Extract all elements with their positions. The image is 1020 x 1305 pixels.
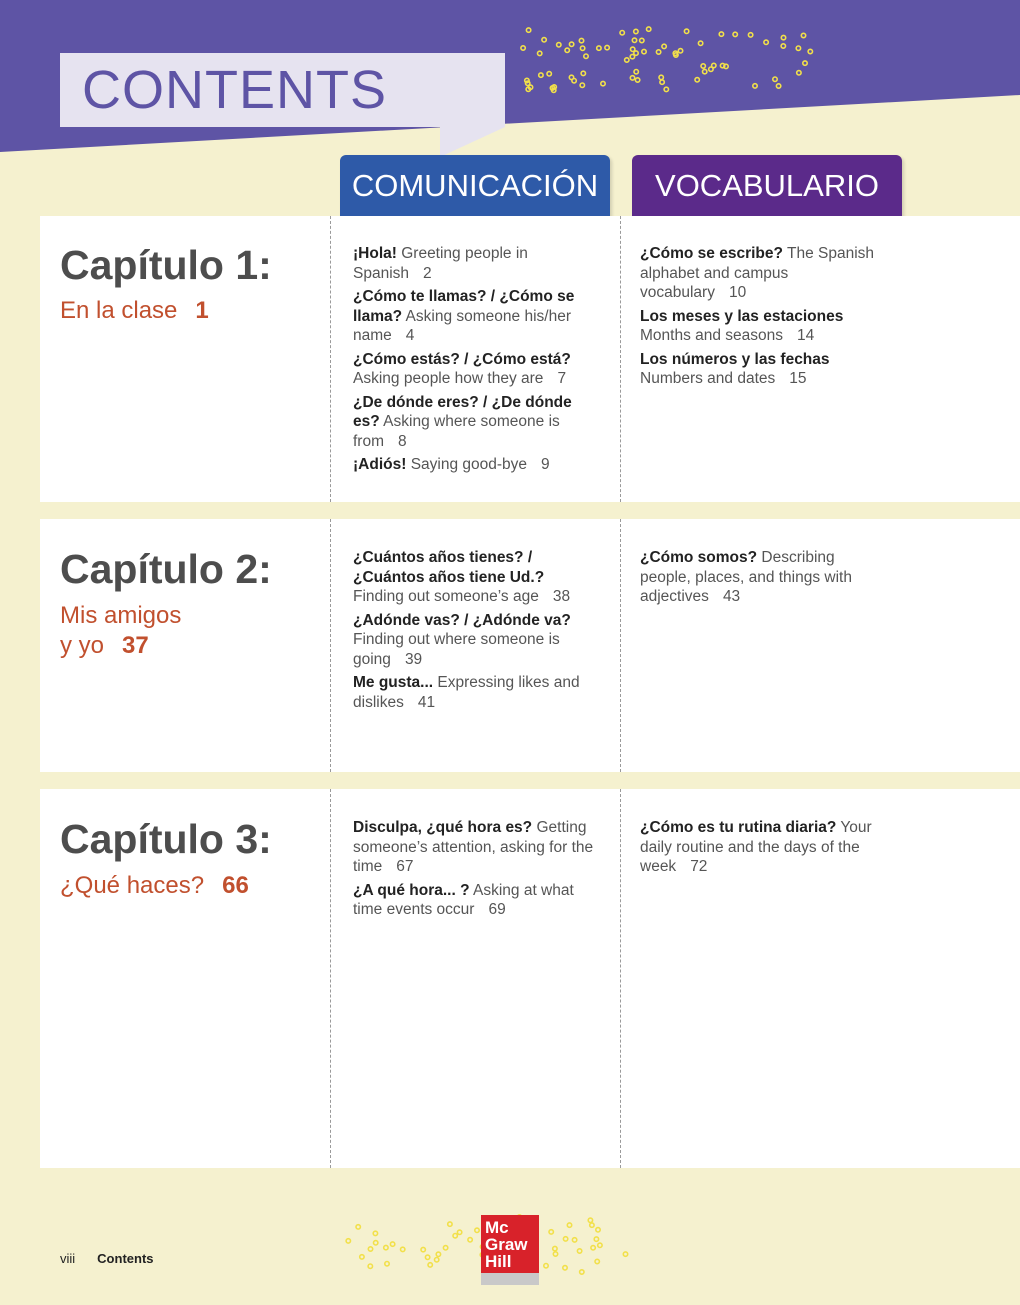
entry-description: Getting someone’s attention, asking for the time (353, 819, 594, 875)
comunicacion-list (353, 818, 598, 924)
toc-entry (353, 611, 598, 670)
chapter-3-block (40, 789, 1020, 1168)
tab-vocabulario: VOCABULARIO (632, 155, 902, 217)
chapter-1-block (40, 216, 1020, 502)
entry-page: 7 (557, 370, 567, 387)
footer-label: Contents (97, 1251, 154, 1266)
entry-description: Asking people how they are (353, 370, 544, 387)
entry-description: Finding out someone’s age (353, 588, 539, 605)
column-divider (330, 789, 331, 1168)
comunicacion-list (353, 548, 598, 716)
entry-page: 39 (404, 650, 423, 668)
entry-topic: Los números y las fechas (640, 350, 830, 368)
entry-page: 38 (552, 588, 571, 605)
chapter-subtitle (60, 871, 249, 901)
entry-page: 8 (398, 432, 407, 450)
entry-topic: ¿Cómo estás? / ¿Cómo está? (353, 350, 571, 368)
comunicacion-list (353, 244, 598, 479)
logo-line: Hill (485, 1252, 512, 1271)
toc-entry (640, 548, 885, 607)
entry-page: 2 (423, 264, 432, 282)
toc-entry (353, 393, 598, 452)
entry-description: Finding out where someone is going (353, 631, 560, 668)
entry-description: Asking at what time events occur (353, 881, 574, 918)
entry-description: Saying good-bye (406, 456, 528, 473)
vocabulario-list (640, 818, 885, 881)
chapter-title: Capítulo 3: (60, 816, 272, 862)
logo-seal (481, 1273, 539, 1285)
toc-entry (353, 818, 598, 877)
entry-topic: ¡Adiós! (353, 456, 407, 473)
entry-topic: ¿Adónde vas? / ¿Adónde va? (353, 611, 571, 629)
entry-description: The Spanish alphabet and campus vocabulary (640, 245, 875, 301)
page-number: viii (60, 1251, 76, 1266)
entry-topic: ¿Cómo se escribe? (640, 245, 783, 262)
column-divider (620, 519, 621, 772)
entry-topic: Me gusta... (353, 674, 434, 691)
chapter-subtitle-line: y yo (60, 632, 105, 659)
toc-entry (353, 244, 598, 283)
column-divider (620, 216, 621, 502)
entry-description: Greeting people in Spanish (353, 245, 528, 282)
entry-page: 67 (396, 858, 414, 875)
entry-topic: ¿Cómo te llamas? / ¿Cómo se llama? (353, 288, 575, 325)
chapter-page: 1 (195, 297, 209, 324)
entry-page: 9 (541, 456, 550, 473)
toc-entry (353, 881, 598, 920)
toc-entry (353, 548, 598, 607)
chapter-subtitle (60, 296, 209, 326)
entry-topic: Los meses y las estaciones (640, 307, 844, 325)
entry-topic: ¿Cómo somos? (640, 549, 758, 566)
contents-title-box (60, 53, 505, 127)
entry-description: Asking where someone is from (353, 413, 560, 450)
column-divider (330, 519, 331, 772)
logo-line: Graw (485, 1235, 528, 1254)
entry-description: Your daily routine and the days of the week (640, 819, 872, 875)
toc-entry (640, 350, 885, 389)
toc-entry (353, 287, 598, 346)
vocabulario-list (640, 548, 885, 611)
entry-topic: ¿Cuántos años tienes? / ¿Cuántos años tiene Ud.? (353, 549, 545, 586)
entry-page: 14 (797, 327, 815, 344)
entry-page: 41 (417, 693, 436, 711)
chapter-subtitle (60, 601, 181, 661)
chapter-subtitle-line: Mis amigos (60, 602, 182, 629)
chapter-page: 37 (122, 632, 149, 659)
entry-topic: ¡Hola! (353, 245, 397, 262)
entry-page: 43 (722, 588, 741, 605)
entry-page: 69 (488, 901, 506, 918)
chapter-2-block (40, 519, 1020, 772)
entry-description: Asking someone his/her name (353, 307, 571, 344)
vocabulario-list (640, 244, 885, 393)
entry-page: 72 (690, 858, 708, 875)
page-title: CONTENTS (82, 60, 387, 120)
mcgraw-hill-logo-icon (481, 1215, 539, 1285)
entry-page: 15 (789, 370, 807, 387)
chapter-title: Capítulo 1: (60, 242, 272, 288)
entry-topic: ¿De dónde eres? / ¿De dónde es? (353, 393, 572, 430)
entry-page: 4 (405, 327, 415, 344)
page-footer (60, 1251, 154, 1266)
toc-entry (640, 818, 885, 877)
entry-topic: ¿Cómo es tu rutina diaria? (640, 819, 837, 836)
chapter-page: 66 (222, 872, 249, 899)
column-divider (330, 216, 331, 502)
tab-comunicacion: COMUNICACIÓN (340, 155, 610, 217)
confetti-dots-icon (515, 25, 815, 95)
entry-topic: Disculpa, ¿qué hora es? (353, 819, 533, 836)
chapter-title: Capítulo 2: (60, 546, 272, 592)
toc-entry (353, 455, 598, 475)
entry-description: Months and seasons (640, 327, 784, 344)
entry-description: Expressing likes and dislikes (353, 674, 580, 711)
entry-topic: ¿A qué hora... ? (353, 881, 470, 899)
chapter-subtitle-text: ¿Qué haces? (60, 872, 205, 899)
toc-entry (640, 307, 885, 346)
logo-line: Mc (485, 1218, 509, 1237)
toc-entry (640, 244, 885, 303)
toc-entry (353, 673, 598, 712)
toc-entry (353, 350, 598, 389)
entry-description: Describing people, places, and things with adjectives (640, 549, 852, 605)
entry-description: Numbers and dates (640, 370, 776, 387)
chapter-subtitle-text: En la clase (60, 297, 178, 324)
entry-page: 10 (728, 284, 747, 301)
column-divider (620, 789, 621, 1168)
